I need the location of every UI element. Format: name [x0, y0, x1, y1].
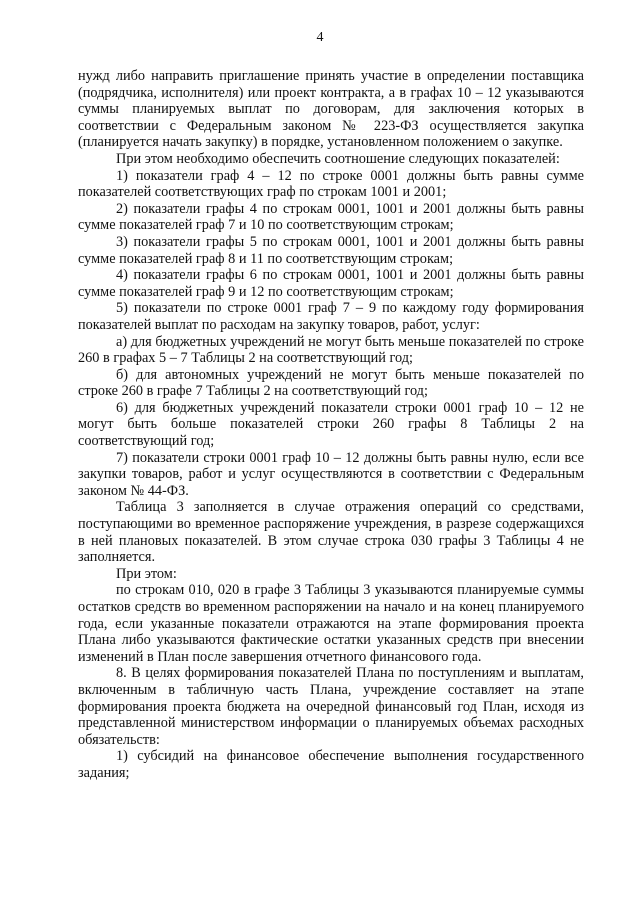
paragraph-at-that: При этом: — [116, 565, 177, 582]
list-item-6: 6) для бюджетных учреждений показатели строки 0001 граф 10 – 12 не могут быть больше показателей строки 260 графы 8 Таблицы 2 на соответствующий год; — [78, 399, 584, 450]
document-body — [78, 68, 584, 782]
paragraph-section-8: 8. В целях формирования показателей Плана по поступлениям и выплатам, включенным в табличную часть Плана, учреждение составляет на этапе формирования проекта бюджета на очередной финансовый год План, исходя из представленной министерством информации о планируемых объемах расходных обязательств: — [78, 665, 584, 748]
list-item-7: 7) показатели строки 0001 граф 10 – 12 должны быть равны нулю, если все закупки товаров, работ и услуг осуществляются в соответствии с Федеральным законом № 44-ФЗ. — [78, 449, 584, 499]
list-item-5a: а) для бюджетных учреждений не могут быть меньше показателей по строке 260 в графах 5 – 7 Таблицы 2 на соответствующий год; — [78, 333, 584, 367]
paragraph-table-3: Таблица 3 заполняется в случае отражения операций со средствами, поступающими во временное распоряжение учреждения, в разрезе содержащихся в ней плановых показателей. В этом случае строка 030 графы 3 Таблицы 4 не заполняется. — [78, 499, 584, 566]
list-item-5: 5) показатели по строке 0001 граф 7 – 9 по каждому году формирования показателей выплат по расходам на закупку товаров, работ, услуг: — [78, 300, 584, 333]
list-item-3: 3) показатели графы 5 по строкам 0001, 1001 и 2001 должны быть равны сумме показателей граф 8 и 11 по соответствующим строкам; — [78, 233, 584, 267]
list-item-2: 2) показатели графы 4 по строкам 0001, 1001 и 2001 должны быть равны сумме показателей граф 7 и 10 по соответствующим строкам; — [78, 200, 584, 234]
paragraph-rows-010-020: по строкам 010, 020 в графе 3 Таблицы 3 указываются планируемые суммы остатков средств во временном распоряжении на начало и на конец планируемого года, если указанные показатели отражаются на этапе формирования проекта Плана либо указываются фактические остатки указанных средств при внесении изменений в План после завершения отчетного финансового года. — [78, 582, 584, 665]
list-item-1: 1) показатели граф 4 – 12 по строке 0001 должны быть равны сумме показателей соответствующих граф по строкам 1001 и 2001; — [78, 167, 584, 201]
paragraph-continuation: нужд либо направить приглашение принять участие в определении поставщика (подрядчика, исполнителя) или проект контракта, а в графах 10 – 12 указываются суммы планируемых выплат по договорам, для заключения которых в соответствии с Федеральным законом № 223-ФЗ осуществляется закупка (планируется начать закупку) в порядке, установленном положением о закупке. — [78, 68, 584, 151]
page-number: 4 — [316, 30, 324, 45]
paragraph-ratio-intro: При этом необходимо обеспечить соотношение следующих показателей: — [116, 150, 560, 167]
list-item-5b: б) для автономных учреждений не могут быть меньше показателей по строке 260 в графе 7 Таблицы 2 на соответствующий год; — [78, 366, 584, 400]
list-item-subsidies: 1) субсидий на финансовое обеспечение выполнения государственного задания; — [78, 748, 584, 781]
list-item-4: 4) показатели графы 6 по строкам 0001, 1001 и 2001 должны быть равны сумме показателей граф 9 и 12 по соответствующим строкам; — [78, 267, 584, 300]
